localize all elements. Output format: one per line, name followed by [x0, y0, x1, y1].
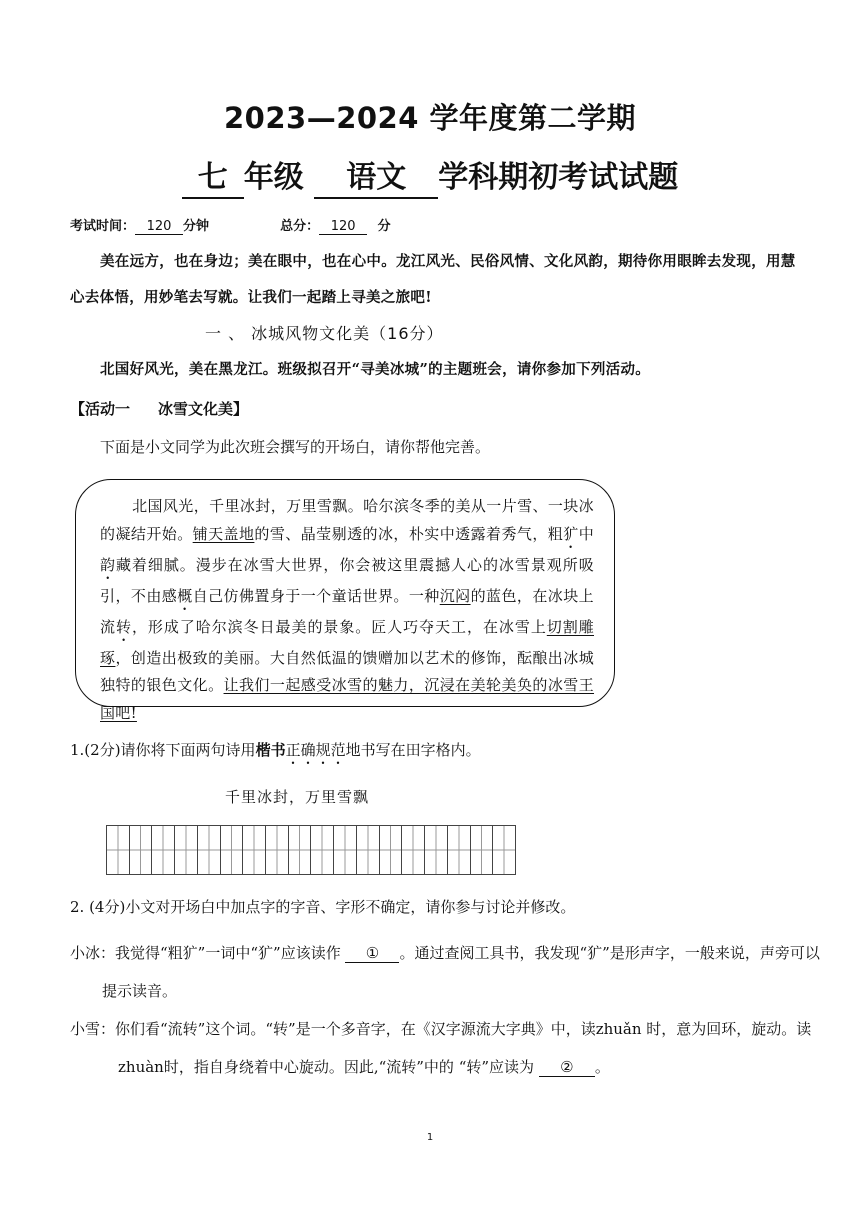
passage-text: 北国风光，千里冰封，万里雪飘。哈尔滨冬季的美从一片雪、一块冰的凝结开始。: [100, 497, 594, 543]
tian-zi-cell[interactable]: [424, 826, 447, 874]
tian-zi-cell[interactable]: [151, 826, 174, 874]
page-number: 1: [426, 1132, 434, 1143]
activity-instruction: 下面是小文同学为此次班会撰写的开场白，请你帮他完善。: [100, 438, 491, 456]
exam-intro: 美在远方，也在身边；美在眼中，也在心中。龙江风光、民俗风情、文化风韵，期待你用眼眸去发现，用慧心去体悟，用妙笔去写就。让我们一起踏上寻美之旅吧!: [70, 253, 796, 306]
time-label: 考试时间：: [70, 219, 136, 234]
poem-line: 千里冰封，万里雪飘: [225, 788, 370, 806]
underlined-phrase: 铺天盖地: [192, 524, 255, 543]
question-2: 2. (4分)小文对开场白中加点字的字音、字形不确定，请你参与讨论并修改。: [70, 898, 576, 916]
underlined-sentence: 让我们一起感受冰雪的魅力，沉浸在美轮美奂的冰雪王国吧!: [100, 676, 595, 722]
passage-text: ，创造出极致的美丽。大自然低温的馈赠加以艺术的修饰，酝酿出冰城独特的银色文化。: [100, 648, 594, 694]
q1-dotted-term: 正确规范: [285, 741, 346, 759]
tian-zi-cell[interactable]: [288, 826, 311, 874]
passage-text: ，形成了哈尔滨冬日最美的景象。匠人巧夺天工，在冰雪上: [131, 617, 547, 636]
q1-bold-term: 楷书: [255, 741, 286, 759]
tian-zi-cell[interactable]: [401, 826, 424, 874]
section-title: 一 、 冰城风物文化美（16分）: [205, 324, 444, 343]
speaker-label: 小雪：: [70, 1020, 116, 1038]
score-label: 总分：: [280, 219, 320, 234]
dialog-xiaoxue: [70, 1010, 843, 1086]
section-intro: 北国好风光，美在黑龙江。班级拟召开“寻美冰城”的主题班会，请你参加下列活动。: [100, 361, 651, 378]
tian-zi-cell[interactable]: [242, 826, 265, 874]
question-1: [70, 739, 481, 768]
underlined-phrase: 切割雕琢: [100, 617, 594, 667]
dialog-text: 。: [594, 1058, 610, 1076]
time-value: 120: [135, 220, 183, 235]
tian-zi-cell[interactable]: [470, 826, 493, 874]
q1-suffix: 地书写在田字格内。: [345, 741, 481, 759]
q1-prefix: 1.(2分)请你将下面两句诗用: [70, 741, 256, 759]
tian-zi-cell[interactable]: [447, 826, 470, 874]
tian-zi-cell[interactable]: [174, 826, 197, 874]
tian-zi-cell[interactable]: [310, 826, 333, 874]
tian-zi-grid[interactable]: [106, 825, 516, 875]
opening-speech-box: [75, 479, 615, 722]
passage-text: 的蓝色，在冰块上流: [100, 586, 594, 636]
tian-zi-cell[interactable]: [333, 826, 356, 874]
tian-zi-cell[interactable]: [107, 826, 129, 874]
dialog-text: 。通过查阅工具书，我发现“犷”是形声字，一般来说，声旁可以提示读音。: [102, 944, 820, 1000]
exam-meta: [70, 215, 391, 235]
activity-name: 冰雪文化美】: [158, 400, 249, 418]
subject-value: 语文: [314, 160, 438, 199]
title-suffix: 学科期初考试试题: [438, 160, 679, 195]
tian-zi-cell[interactable]: [356, 826, 379, 874]
tian-zi-cell[interactable]: [379, 826, 402, 874]
dialog-text: 你们看“流转”这个词。“转”是一个多音字，在《汉字源流大字典》中，读zhuǎn 时，意为回环，旋动。读 zhuàn时，指自身绕着中心旋动。因此,“流转”中的 “转”应读为: [115, 1020, 812, 1076]
score-unit: 分: [377, 219, 391, 234]
dialog-xiaobing: [70, 934, 827, 1010]
dotted-char: 韵: [100, 555, 116, 574]
dotted-char: 犷: [563, 524, 579, 543]
dotted-char: 概: [177, 586, 193, 605]
passage-text: 藏着细腻。漫步在冰雪大世界，你会被这里震撼人心的冰雪景观所吸引，不由感: [100, 555, 594, 605]
grade-suffix: 年级: [243, 160, 304, 195]
answer-blank-2[interactable]: ②: [539, 1058, 595, 1077]
exam-title-year: 2023—2024 学年度第二学期: [223, 101, 637, 135]
tian-zi-cell[interactable]: [265, 826, 288, 874]
activity-heading: [70, 398, 248, 419]
underlined-phrase: 沉闷: [439, 586, 471, 605]
score-value: 120: [319, 220, 367, 235]
tian-zi-cell[interactable]: [129, 826, 152, 874]
tian-zi-cell[interactable]: [220, 826, 243, 874]
tian-zi-cell[interactable]: [492, 826, 515, 874]
dialog-text: 我觉得“粗犷”一词中“犷”应该读作: [115, 944, 341, 962]
speaker-label: 小冰：: [70, 944, 116, 962]
passage-text: 自己仿佛置身于一个童话世界。一种: [192, 586, 440, 605]
time-unit: 分钟: [183, 219, 210, 234]
passage-text: 的雪、晶莹剔透的冰，朴实中透露着秀气，粗: [254, 524, 564, 543]
dotted-char: 转: [115, 617, 132, 636]
exam-title-subject: [0, 152, 860, 199]
activity-label: 【活动一: [70, 400, 131, 418]
tian-zi-cell[interactable]: [197, 826, 220, 874]
grade-value: 七: [182, 160, 244, 199]
passage-text: 中: [578, 524, 594, 543]
answer-blank-1[interactable]: ①: [345, 944, 399, 963]
